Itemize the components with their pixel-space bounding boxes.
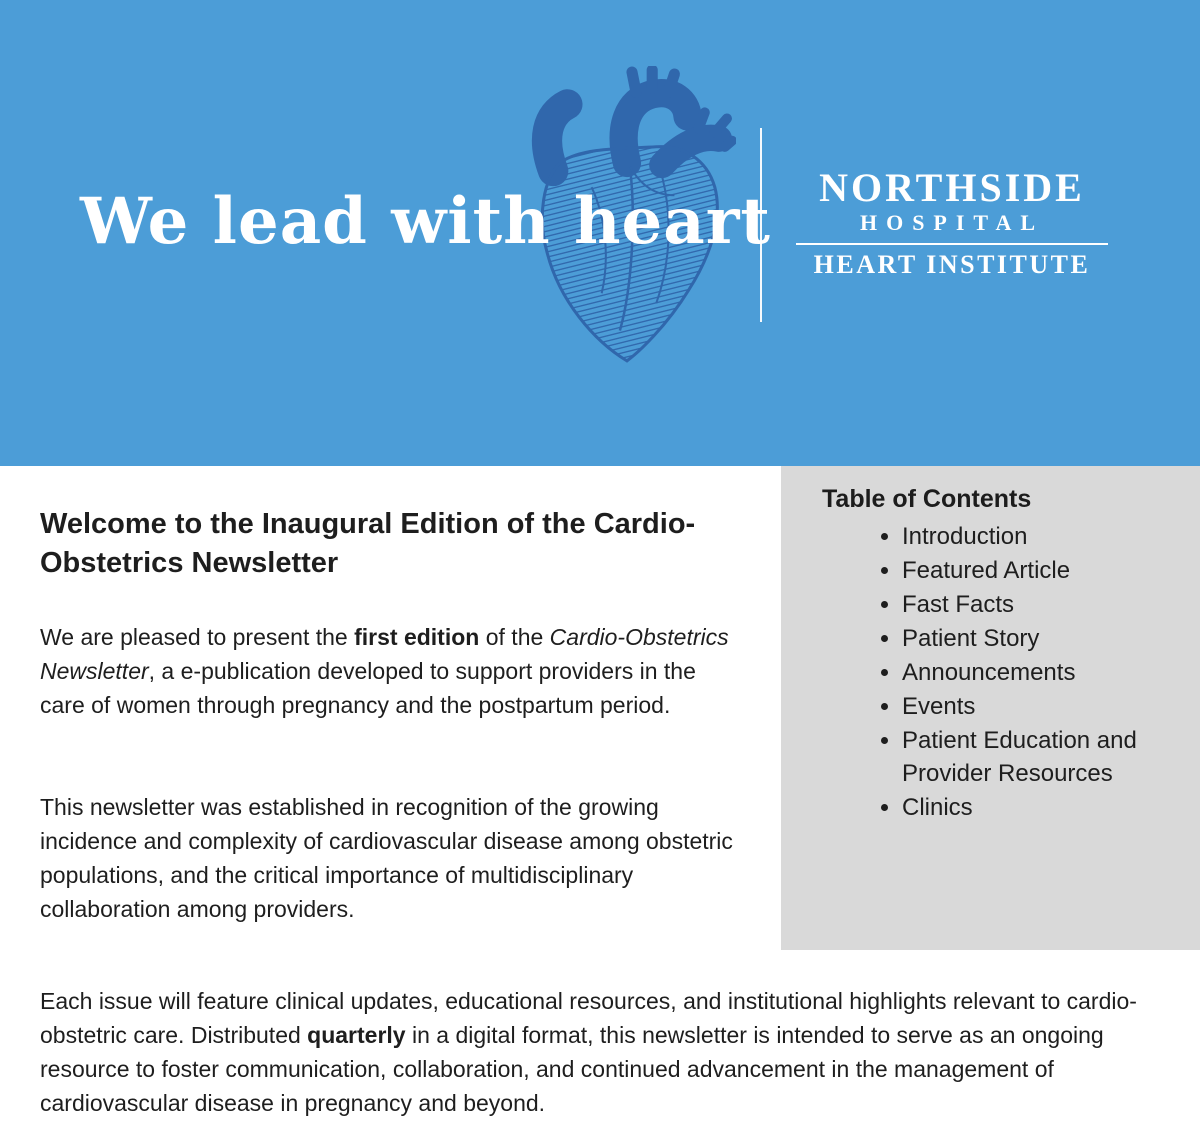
toc-item-fast-facts: • Fast Facts: [902, 588, 1137, 621]
toc-item-featured-article: • Featured Article: [902, 554, 1137, 587]
banner: [0, 0, 1200, 466]
toc-item-patient-story: • Patient Story: [902, 622, 1137, 655]
toc-item-events: • Events: [902, 690, 1137, 723]
toc-item-announcements: • Announcements: [902, 656, 1137, 689]
logo-hospital: HOSPITAL: [859, 210, 1045, 235]
page-title: Welcome to the Inaugural Edition of the Cardio-Obstetrics Newsletter: [40, 508, 696, 580]
tagline: We lead with heart: [80, 184, 771, 259]
logo-rule: [796, 243, 1108, 245]
closing-paragraph: Each issue will feature clinical updates, educational resources, and institutional highlights relevant to cardio-obstetric care. Distributed quarterly in a digital format, this newsletter is intended to serve as an ongoing resource to foster communication, collaboration, and continued advancement in the management of cardiovascular disease in pregnancy and beyond.: [40, 988, 1137, 1116]
logo-northside: NORTHSIDE: [819, 165, 1085, 210]
toc-item-introduction: • Introduction: [902, 520, 1137, 553]
intro-paragraph: We are pleased to present the first edition of the Cardio-Obstetrics Newsletter, a e-publication developed to support providers in the care of women through pregnancy and the postpartum period.: [40, 624, 729, 718]
toc-list: [781, 520, 1141, 824]
logo-heart-institute: HEART INSTITUTE: [813, 250, 1091, 279]
table-of-contents: [781, 466, 1200, 950]
toc-title: Table of Contents: [822, 485, 1032, 513]
hospital-logo: [796, 165, 1108, 279]
toc-item-clinics: • Clinics: [902, 791, 1137, 824]
purpose-paragraph: This newsletter was established in recognition of the growing incidence and complexity of cardiovascular disease among obstetric populations, and the critical importance of multidisciplinary collaboration among providers.: [40, 794, 733, 922]
toc-item-patient-education: • Patient Education and Provider Resources: [902, 724, 1137, 790]
